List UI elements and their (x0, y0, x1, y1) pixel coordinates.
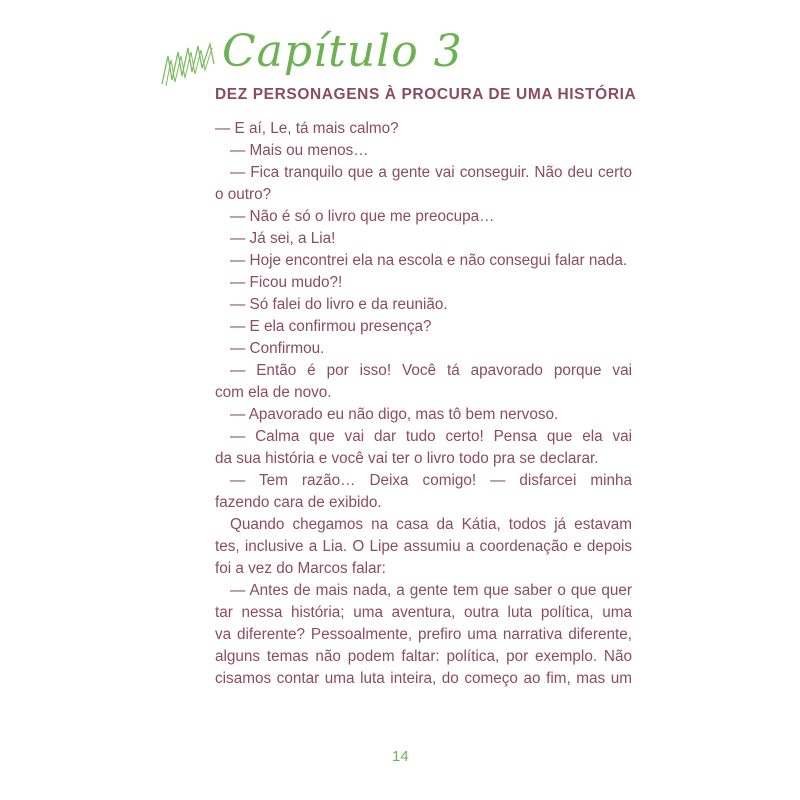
chapter-body-text (215, 118, 632, 690)
chapter-subtitle: DEZ PERSONAGENS À PROCURA DE UMA HISTÓRIA (215, 86, 637, 103)
text-line: tar nessa história; uma aventura, outra luta política, uma (215, 604, 632, 621)
chapter-title: Capítulo 3 (222, 26, 463, 77)
text-line: — Não é só o livro que me preocupa… (230, 208, 495, 225)
text-line: — E ela confirmou presença? (230, 318, 432, 335)
text-line: — Mais ou menos… (230, 142, 369, 159)
page-number: 14 (392, 748, 409, 765)
text-line: va diferente? Pessoalmente, prefiro uma narrativa diferente, (215, 626, 632, 643)
text-line: cisamos contar uma luta inteira, do começo ao fim, mas um (215, 670, 632, 687)
text-line: — Só falei do livro e da reunião. (230, 296, 448, 313)
text-line: fazendo cara de exibido. (215, 494, 382, 511)
text-line: — Já sei, a Lia! (230, 230, 336, 247)
text-line: — Calma que vai dar tudo certo! Pensa que ela vai (230, 428, 632, 445)
text-line: — Confirmou. (230, 340, 325, 357)
text-line: Quando chegamos na casa da Kátia, todos já estavam (230, 516, 632, 533)
text-line: — Tem razão… Deixa comigo! — disfarcei minha (230, 472, 632, 489)
zigzag-decoration-icon (158, 40, 220, 88)
text-line: o outro? (215, 186, 272, 203)
text-line: — Então é por isso! Você tá apavorado porque vai (230, 362, 632, 379)
text-line: alguns temas não podem faltar: política, por exemplo. Não (215, 648, 632, 665)
text-line: — Antes de mais nada, a gente tem que saber o que quer (230, 582, 632, 599)
text-line: — Apavorado eu não digo, mas tô bem nervoso. (230, 406, 559, 423)
text-line: da sua história e você vai ter o livro todo pra se declarar. (215, 450, 599, 467)
text-line: — Hoje encontrei ela na escola e não consegui falar nada. (230, 252, 628, 269)
text-line: com ela de novo. (215, 384, 332, 401)
text-line: — E aí, Le, tá mais calmo? (215, 120, 399, 137)
text-line: — Ficou mudo?! (230, 274, 343, 291)
text-line: foi a vez do Marcos falar: (215, 560, 386, 577)
text-line: — Fica tranquilo que a gente vai conseguir. Não deu certo (230, 164, 632, 181)
text-line: tes, inclusive a Lia. O Lipe assumiu a coordenação e depois (215, 538, 632, 555)
